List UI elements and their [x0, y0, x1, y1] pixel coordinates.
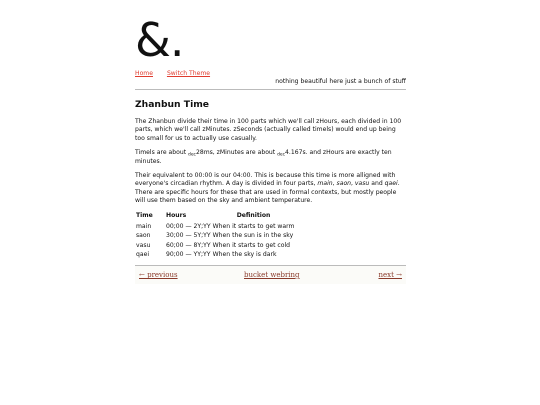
dec-prefix-1: dec: [188, 152, 196, 158]
day-text-a: Their equivalent to 00:00 is our 04:00. This is because this time is more alligned with everyone's circadian rhythm. A day is divided in four parts,: [135, 172, 396, 188]
table-header-row: [135, 212, 295, 222]
webring-home-link[interactable]: bucket webring: [244, 271, 300, 279]
units-paragraph: [135, 149, 406, 166]
header-hours: Hours: [166, 211, 187, 219]
term-vasu: vasu: [354, 180, 370, 188]
dec-prefix-2: dec: [277, 152, 286, 158]
term-main: main: [317, 180, 333, 188]
webring-next-link[interactable]: next →: [378, 271, 402, 279]
cell-definition: When the sky is dark: [212, 251, 277, 259]
cell-time: saon: [136, 232, 151, 240]
cell-hours: 90;00 — YY;YY: [166, 251, 211, 259]
table-row: [135, 241, 295, 251]
table-row: [135, 231, 295, 241]
site-logo[interactable]: &.: [135, 13, 184, 67]
cell-hours: 30;00 — 5Y;YY: [166, 232, 211, 240]
cell-definition: When it starts to get cold: [212, 241, 291, 249]
term-qaei: qaei: [384, 180, 398, 188]
cell-time: vasu: [136, 241, 151, 249]
table-row: [135, 250, 295, 260]
main-content: [135, 99, 406, 260]
tagline-marquee: [135, 78, 406, 88]
sep-1: ,: [332, 180, 337, 188]
nav-switch-theme-link[interactable]: Switch Theme: [166, 70, 211, 77]
webring-bar: [135, 266, 406, 284]
units-text-a: Timels are about: [135, 149, 189, 157]
term-saon: saon: [336, 180, 352, 188]
time-table: [135, 212, 295, 260]
sep-2: ,: [351, 180, 355, 188]
webring-previous-link[interactable]: ← previous: [139, 271, 178, 279]
header-divider: [135, 89, 406, 90]
cell-time: main: [136, 222, 152, 230]
cell-hours: 60;00 — 8Y;YY: [166, 241, 211, 249]
cell-hours: 00;00 — 2Y;YY: [166, 222, 211, 230]
cell-time: qaei: [136, 251, 150, 259]
day-parts-paragraph: [135, 172, 406, 206]
header-time: Time: [136, 211, 153, 219]
header-definition: Definition: [236, 211, 271, 219]
page-title: Zhanbun Time: [135, 99, 210, 110]
day-text-b: . There are specific hours for these that are used in formal contexts, but mostly people will use them based on the sky and ambient temperature.: [135, 180, 400, 205]
table-row: [135, 222, 295, 232]
nav-home-link[interactable]: Home: [135, 70, 153, 77]
units-text-c: 4.167s. and zHours are exactly ten minutes.: [135, 149, 392, 165]
cell-definition: When it starts to get warm: [212, 222, 295, 230]
sep-3: and: [369, 180, 385, 188]
tagline: nothing beautiful here just a bunch of stuff: [275, 78, 406, 85]
units-text-b: 28ms, zMinutes are about: [195, 149, 278, 157]
intro-paragraph: The Zhanbun divide their time in 100 parts which we'll call zHours, each divided in 100 parts, which we'll call zMinutes. zSeconds (actually called timels) would end up being too small for us to actually use casually.: [135, 118, 402, 142]
cell-definition: When the sun is in the sky: [212, 232, 294, 240]
